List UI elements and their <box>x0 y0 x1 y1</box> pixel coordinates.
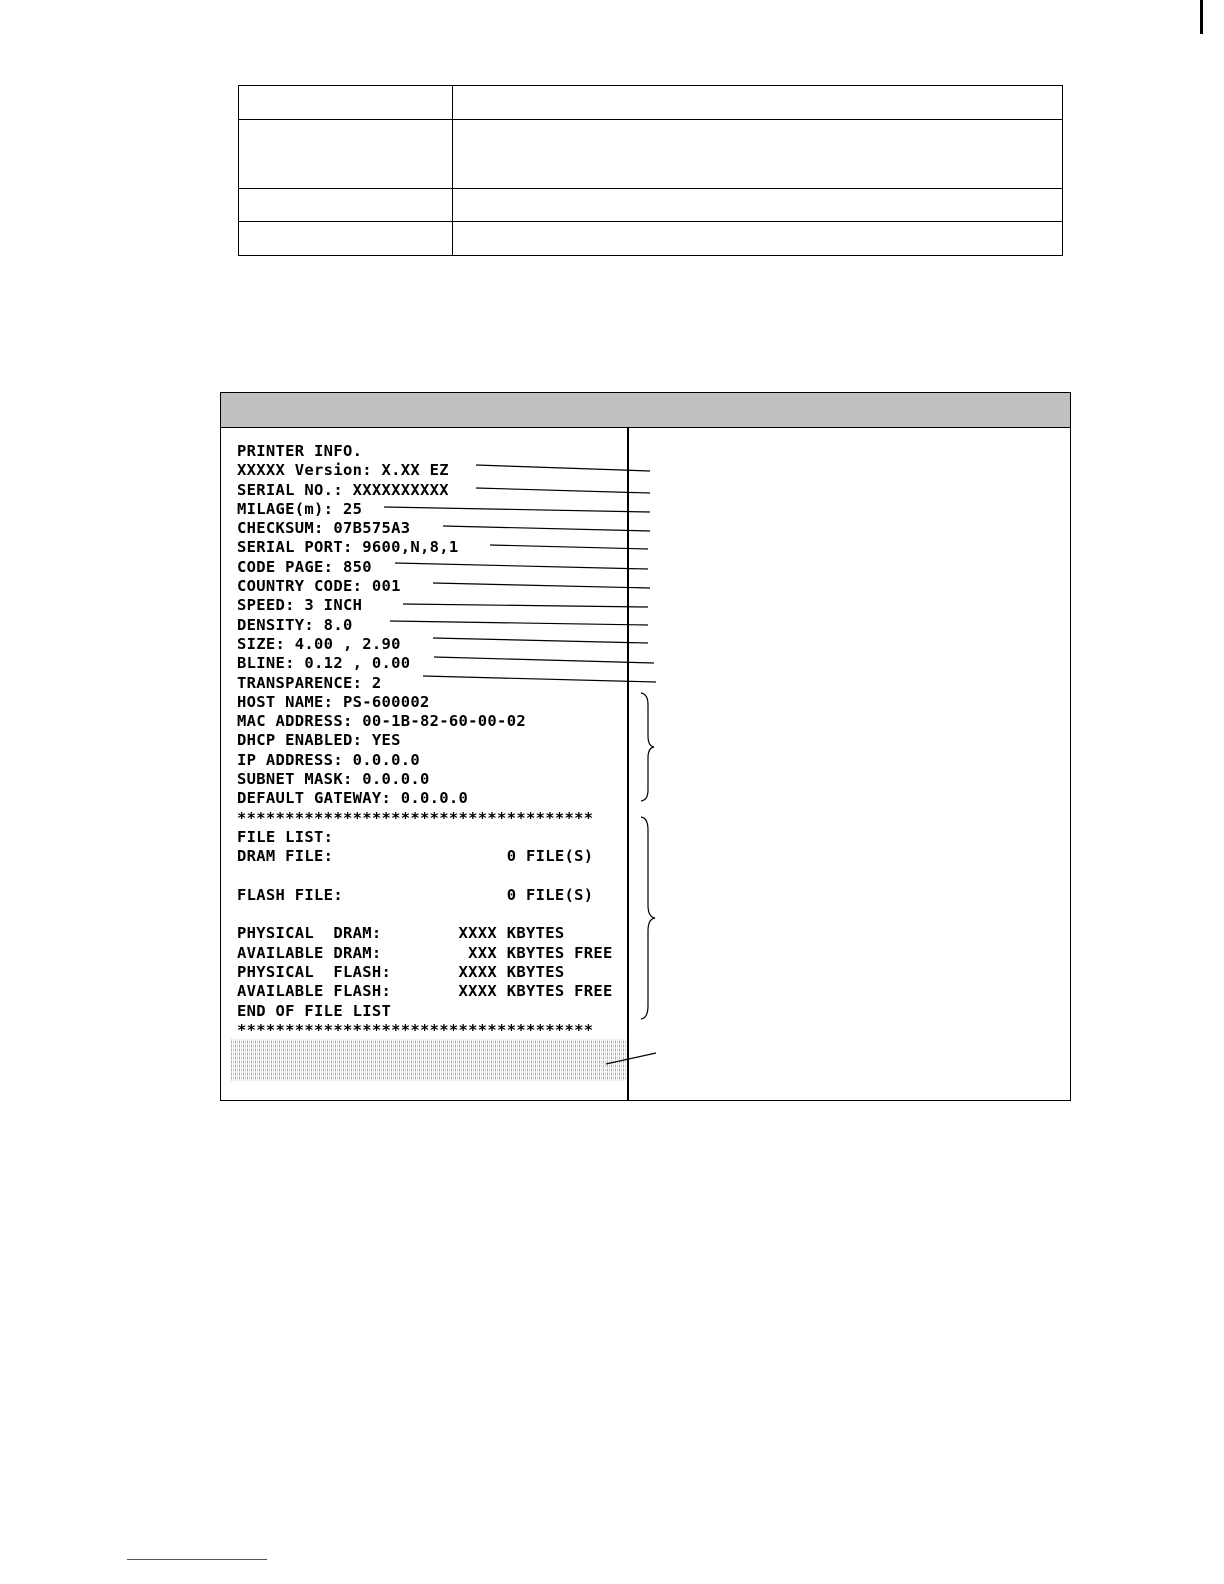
printout-line: PRINTER INFO. <box>237 442 363 460</box>
footnote-rule <box>127 1559 267 1560</box>
printout-line: DEFAULT GATEWAY: 0.0.0.0 <box>237 789 469 808</box>
printout-line: SERIAL NO.: XXXXXXXXXX <box>237 480 449 499</box>
leader-line <box>476 488 650 493</box>
leader-line <box>403 604 648 607</box>
leader-line <box>490 545 648 549</box>
file-list-brace <box>641 817 655 1019</box>
leader-line <box>423 676 656 682</box>
printout-line: MILAGE(m): 25 <box>237 499 363 518</box>
printout-line: DRAM FILE: 0 FILE(S) <box>237 847 594 866</box>
leader-line <box>395 563 648 569</box>
printout-line: HOST NAME: PS-600002 <box>237 692 430 711</box>
printout-line: ************************************* <box>237 808 594 827</box>
printout-line: SIZE: 4.00 , 2.90 <box>237 634 401 653</box>
printout-line: CHECKSUM: 07B575A3 <box>237 519 411 538</box>
leader-line <box>390 621 648 625</box>
leader-line <box>433 583 650 588</box>
printout-line: DENSITY: 8.0 <box>237 615 353 634</box>
printout-line: TRANSPARENCE: 2 <box>237 673 382 692</box>
printout-line: ************************************* <box>237 1020 594 1039</box>
printout-line: COUNTRY CODE: 001 <box>237 577 401 596</box>
printout-line: CODE PAGE: 850 <box>237 557 372 576</box>
printout-line: XXXXX Version: X.XX EZ <box>237 461 449 480</box>
printout-line: PHYSICAL FLASH: XXXX KBYTES <box>237 963 565 982</box>
leader-line <box>384 507 650 512</box>
printout-line: FILE LIST: <box>237 827 334 846</box>
leader-line <box>476 465 650 471</box>
leader-line <box>434 657 654 663</box>
printout-line: FLASH FILE: 0 FILE(S) <box>237 885 594 904</box>
printout-line: AVAILABLE FLASH: XXXX KBYTES FREE <box>237 982 613 1001</box>
printout-line: SUBNET MASK: 0.0.0.0 <box>237 770 430 789</box>
printout-line: IP ADDRESS: 0.0.0.0 <box>237 750 421 769</box>
printout-line: AVAILABLE DRAM: XXX KBYTES FREE <box>237 943 613 962</box>
leader-line <box>606 1053 656 1064</box>
printout-line: PHYSICAL DRAM: XXXX KBYTES <box>237 924 565 943</box>
printout-line: BLINE: 0.12 , 0.00 <box>237 654 411 673</box>
printout-line: MAC ADDRESS: 00-1B-82-60-00-02 <box>237 712 526 731</box>
printout-line: SERIAL PORT: 9600,N,8,1 <box>237 538 459 557</box>
printout-line: DHCP ENABLED: YES <box>237 731 401 750</box>
printout-line: SPEED: 3 INCH <box>237 596 363 615</box>
leader-line <box>443 526 650 531</box>
network-brace <box>641 693 654 801</box>
printout-line: END OF FILE LIST <box>237 1001 392 1020</box>
leader-line <box>433 638 648 643</box>
